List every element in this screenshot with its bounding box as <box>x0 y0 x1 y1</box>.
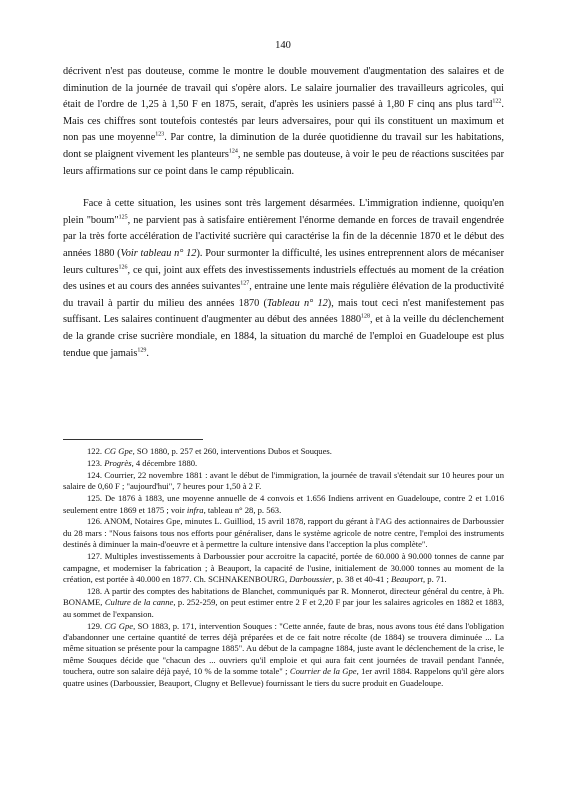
footnote-126: 126. ANOM, Notaires Gpe, minutes L. Guilliod, 15 avril 1878, rapport du gérant à l'AG des actionnaires de Darboussier du 28 mars : "Nous faisons tous nos efforts pour généraliser, dans le système agricole de notre centre, l'emploi des instruments destinés à diminuer la main-d'oeuvre et à permettre la culture intensive dans l'acception la plus complète". <box>63 516 504 550</box>
footnotes <box>63 446 504 690</box>
footnote-ref: 128 <box>361 313 371 320</box>
footnote-ref: 129 <box>137 347 147 354</box>
footnote-123: 123. Progrès, 4 décembre 1880. <box>87 457 198 468</box>
italic-text: CG Gpe <box>104 620 134 631</box>
footnote-127: 127. Multiples investissements à Darboussier pour accroitre la capacité, portée de 60.000 à 90.000 tonnes de canne par campagne, et moderniser la fabrication ; à Beauport, la capacité de l'usine, initialement de 30.000 tonnes au moment de la création, est portée à 40.000 en 1877. Ch. SCHNAKENBOURG, Darboussier, p. 38 et 40-41 ; Beauport, p. 71. <box>63 551 504 584</box>
italic-text: Tableau n° 12 <box>266 297 328 309</box>
footnote-128: 128. A partir des comptes des habitations de Blanchet, communiqués par R. Monnerot, directeur général du centre, à Ph. BONAME, Culture de la canne, p. 252-259, on peut estimer entre 2 F et 2,20 F par jour les salaires agricoles en 1882 et 1883, au sommet de l'expansion. <box>63 585 505 619</box>
italic-text: infra <box>186 504 204 515</box>
footnote-ref: 122 <box>492 98 502 105</box>
italic-text: Culture de la canne <box>104 597 174 608</box>
footnote-125: 125. De 1876 à 1883, une moyenne annuelle de 4 convois et 1.656 Indiens arrivent en Guadeloupe, contre 2 et 1.016 seulement entre 1869 et 1875 ; voir infra, tableau n° 28, p. 563. <box>63 493 504 515</box>
footnote-ref: 126 <box>118 264 128 271</box>
italic-text: Progrès <box>104 457 132 468</box>
footnote-124: 124. Courrier, 22 novembre 1881 : avant le début de l'immigration, la journée de travail s'étendait sur 10 heures pour un salaire de 0,60 F ; "aujourd'hui", 7 heures pour 1,50 à 2 F. <box>63 469 504 492</box>
footnote-ref: 127 <box>240 280 250 287</box>
footnote-122: 122. CG Gpe, SO 1880, p. 257 et 260, interventions Dubos et Souques. <box>87 446 332 456</box>
footnote-ref: 124 <box>228 148 238 155</box>
page-number: 140 <box>275 40 291 51</box>
footnote-ref: 123 <box>155 131 165 138</box>
footnote-ref: 125 <box>118 214 128 221</box>
main-text <box>63 64 504 362</box>
italic-text: Voir tableau n° 12 <box>120 247 197 259</box>
paragraph: décrivent n'est pas douteuse, comme le montre le double mouvement d'augmentation des salaires et de diminution de la journée de travail qui s'opère alors. Le salaire journalier des travailleurs agricoles, qui était de l'ordre de 1,25 à 1,50 F en 1875, serait, d'après les usiniers passé à 1,80 F cinq ans plus tard$^{122}$. Mais ces chiffres sont toutefois contestés par leurs adversaires, pour qui ils constituent un maximum et non pas une moyenne$^{123}$. Par contre, la diminution de la durée quotidienne du travail sur les habitations, dont se plaignent vivement les planteurs$^{124}$, ne semble pas douteuse, à voir le peu de réactions suscitées par leurs affirmations sur ce point dans le camp républicain. <box>63 66 504 177</box>
footnote-separator <box>63 439 203 440</box>
italic-text: Beauport <box>390 573 423 584</box>
footnote-129: 129. CG Gpe, SO 1883, p. 171, intervention Souques : "Cette année, faute de bras, nous avons tous été dans l'obligation d'abandonner une certaine quantité de terres déjà préparées et de ce fait notre récolte (de 1884) se trouvera diminuée ... La même situation se présente pour la campagne 1885". Au début de la campagne 1884, juste avant le déclenchement de la crise, le même Souques décide que "chacun des ... ouvriers qu'il emploie et qui aura fait cent journées de travail pendant l'année, touchera, outre son salaire déjà payé, 10 % de la somme totale" ; Courrier de la Gpe, 1er avril 1884. Rappelons qu'il gère alors quatre usines (Darboussier, Beauport, Clugny et Bellevue) fournissant le tiers du sucre produit en Guadeloupe. <box>63 620 504 688</box>
paragraph: Face à cette situation, les usines sont très largement désarmées. L'immigration indienne, quoiqu'en plein "boum"$^{125}$, ne parvient pas à satisfaire entièrement l'énorme demande en forces de travail engendrée par la très forte accélération de l'activité sucrière qui caractérise la fin de la décennie 1870 et le début des années 1880 (Voir tableau n° 12). Pour surmonter la difficulté, les usines entreprennent alors de mécaniser leurs cultures$^{126}$, ce qui, joint aux effets des investissements industriels effectués au moment de la création des usines et au cours des années suivantes$^{127}$, entraine une lente mais régulière élévation de la productivité du travail à partir du milieu des années 1870 (Tableau n° 12), mais tout ceci n'est manifestement pas suffisant. Les salaires continuent d'augmenter au début des années 1880$^{128}$, et à la veille du déclenchement de la grande crise sucrière mondiale, en 1884, la situation du marché de l'emploi en Guadeloupe est plus tendue que jamais$^{129}$. <box>63 198 504 359</box>
italic-text: Darboussier <box>289 573 333 584</box>
italic-text: Courrier de la Gpe <box>289 666 357 677</box>
italic-text: CG Gpe <box>104 446 133 456</box>
